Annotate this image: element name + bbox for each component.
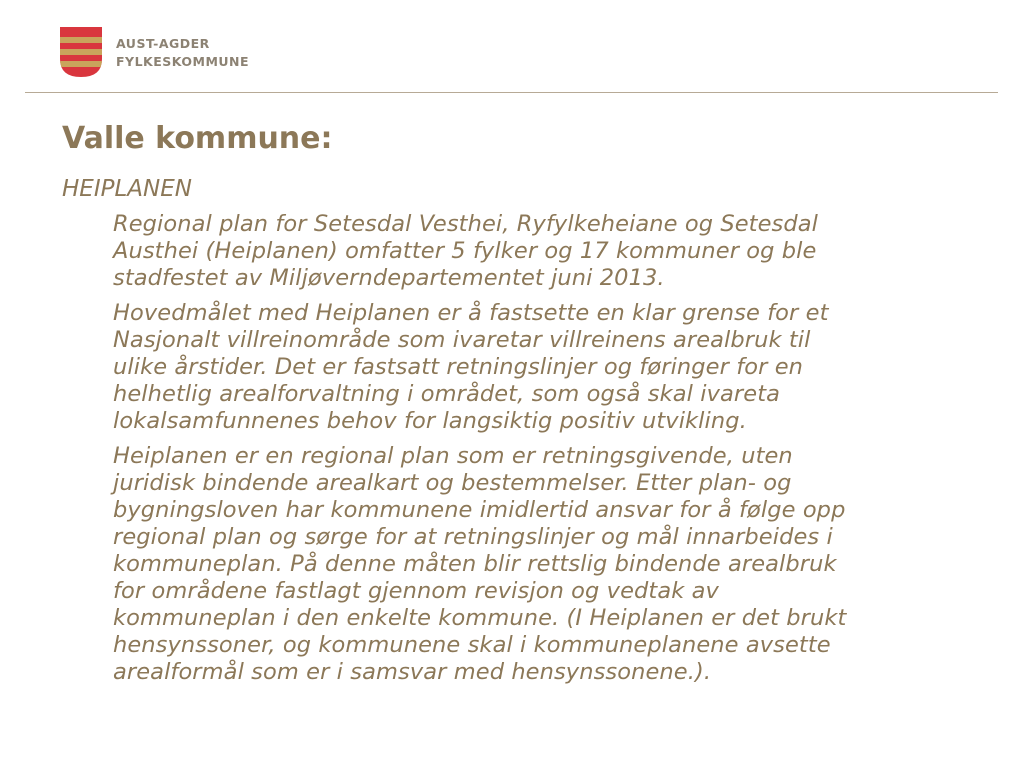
body-paragraph-3: Heiplanen er en regional plan som er retningsgivende, uten juridisk bindende arealkart og bestemmelser. Etter plan- og bygningsloven har kommunene imidlertid ansvar for å følge opp regional plan og sørge for at retningslinjer og mål innarbeides i kommuneplan. På denne måten blir rettslig bindende arealbruk for områdene fastlagt gjennom revisjon og vedtak av kommuneplan i den enkelte kommune. (I Heiplanen er det brukt hensynssoner, og kommunene skal i kommuneplanene avsette arealformål som er i samsvar med hensynssonene.). [113, 443, 847, 685]
coat-of-arms-shield-icon [60, 27, 102, 77]
header-divider [25, 92, 998, 93]
body-paragraph-2: Hovedmålet med Heiplanen er å fastsette en klar grense for et Nasjonalt villreinområde som ivaretar villreinens arealbruk til ulike årstider. Det er fastsatt retningslinjer og føringer for en helhetlig arealforvaltning i området, som også skal ivareta lokalsamfunnenes behov for langsiktig positiv utvikling. [113, 300, 829, 434]
organization-name [116, 35, 249, 71]
body-paragraph-1: Regional plan for Setesdal Vesthei, Ryfylkeheiane og Setesdal Austhei (Heiplanen) omfatter 5 fylker og 17 kommuner og ble stadfestet av Miljøverndepartementet juni 2013. [113, 211, 818, 291]
organization-name-line1: AUST-AGDER [116, 36, 210, 51]
slide-title: Valle kommune: [62, 121, 333, 156]
slide-body [113, 211, 993, 694]
section-heading: HEIPLANEN [62, 176, 192, 202]
organization-name-line2: FYLKESKOMMUNE [116, 54, 250, 69]
